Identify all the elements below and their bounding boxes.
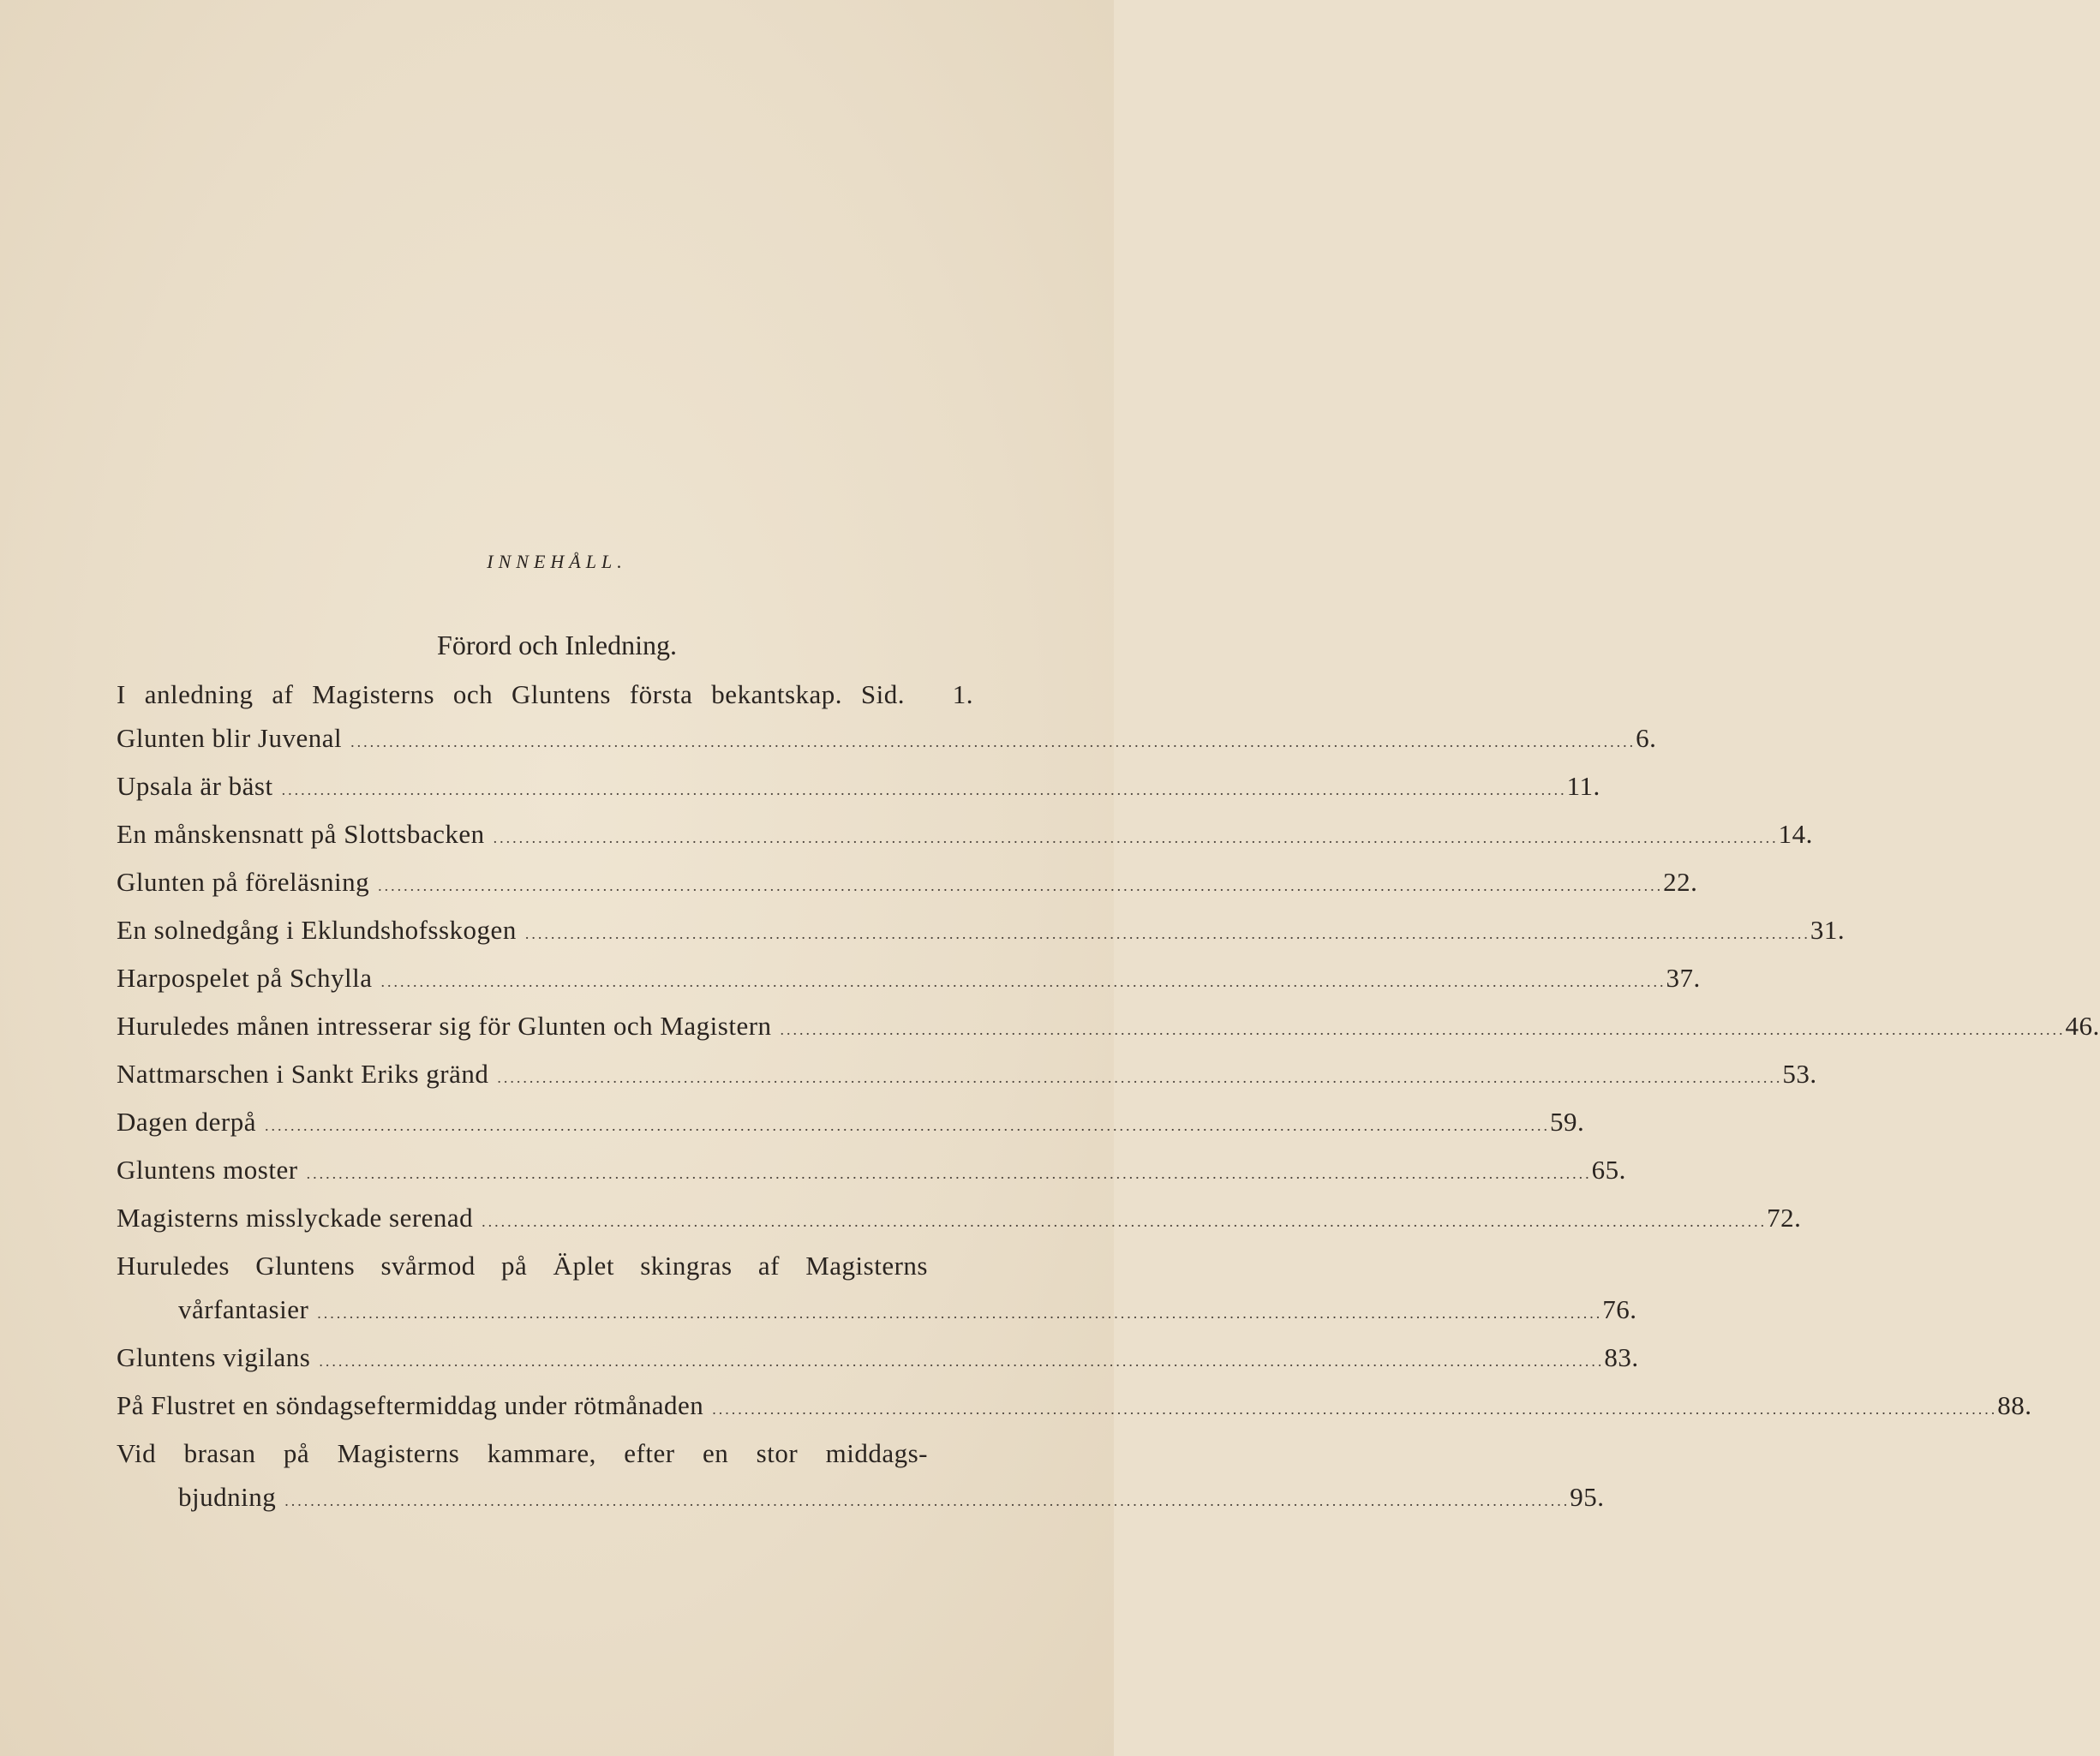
toc-entry: [117, 764, 1600, 812]
dot-leader: ........................................................................................................................................................................................................: [712, 1401, 1998, 1418]
toc-entry-title-continuation: bjudning: [178, 1482, 277, 1512]
toc-entry: [117, 716, 1657, 764]
toc-entry: [117, 1052, 1817, 1100]
dot-leader: ........................................................................................................................................................................................................: [378, 877, 1664, 894]
toc-entry: [117, 1431, 973, 1475]
dot-leader: ........................................................................................................................................................................................................: [497, 1069, 1783, 1086]
table-of-contents: [117, 672, 2100, 1523]
toc-entry-title: Magisterns misslyckade serenad: [117, 1203, 474, 1233]
toc-entry-page: 6.: [1636, 723, 1657, 753]
toc-entry-title: På Flustret en söndagseftermiddag under rötmånaden: [117, 1390, 704, 1420]
toc-entry: [117, 812, 1813, 860]
toc-entry-title: Glunten blir Juvenal: [117, 723, 343, 753]
toc-entry-page: 76.: [1602, 1294, 1637, 1324]
toc-entry-title: Gluntens vigilans: [117, 1342, 311, 1372]
toc-entry: [117, 1004, 2100, 1052]
toc-entry-page: 14.: [1778, 819, 1813, 849]
dot-leader: ........................................................................................................................................................................................................: [281, 781, 1567, 798]
toc-entry-page: 59.: [1550, 1107, 1585, 1137]
toc-entry-title: Gluntens moster: [117, 1155, 298, 1185]
toc-entry-page: 72.: [1767, 1203, 1802, 1233]
toc-entry: [117, 860, 1698, 908]
toc-entry-title: Vid brasan på Magisterns kammare, efter en stor middags-: [117, 1438, 928, 1468]
toc-entry-title: Harpospelet på Schylla: [117, 963, 373, 993]
dot-leader: ........................................................................................................................................................................................................: [265, 1117, 1550, 1134]
toc-entry-page: 53.: [1782, 1059, 1817, 1089]
toc-entry: [117, 1383, 2032, 1431]
toc-entry-title-continuation: vårfantasier: [178, 1294, 309, 1324]
toc-entry: [117, 1100, 1585, 1148]
dot-leader: ........................................................................................................................................................................................................: [319, 1353, 1605, 1370]
toc-entry: [117, 1148, 1626, 1196]
toc-entry-page: 1.: [952, 679, 973, 709]
dot-leader: ........................................................................................................................................................................................................: [482, 1213, 1768, 1230]
toc-entry-page: 95.: [1570, 1482, 1605, 1512]
toc-entry: [117, 908, 1846, 956]
toc-entry-page: 83.: [1604, 1342, 1639, 1372]
dot-leader: ........................................................................................................................................................................................................: [284, 1492, 1571, 1509]
toc-entry-page: 11.: [1566, 771, 1600, 801]
toc-entry: [117, 672, 973, 716]
toc-entry: [117, 1196, 1802, 1244]
toc-entry-title: Upsala är bäst: [117, 771, 273, 801]
dot-leader: ........................................................................................................................................................................................................: [493, 829, 1779, 846]
toc-entry-title: Huruledes Gluntens svårmod på Äplet skingras af Magisterns: [117, 1251, 928, 1281]
toc-entry: [117, 1335, 1639, 1383]
toc-entry-page: 37.: [1666, 963, 1701, 993]
toc-entry: [117, 1244, 973, 1287]
toc-entry: [117, 956, 1701, 1004]
toc-entry-page: 22.: [1663, 867, 1698, 897]
toc-entry-title: Dagen derpå: [117, 1107, 256, 1137]
dot-leader: ........................................................................................................................................................................................................: [780, 1021, 2066, 1038]
toc-entry-title: Huruledes månen intresserar sig för Glunten och Magistern: [117, 1011, 772, 1041]
toc-entry-page: 88.: [1997, 1390, 2032, 1420]
toc-entry-page: 46.: [2065, 1011, 2100, 1041]
toc-entry-title: I anledning af Magisterns och Gluntens första bekantskap. Sid.: [117, 679, 905, 709]
toc-entry-continuation: [117, 1287, 1637, 1335]
toc-entry-page: 31.: [1810, 915, 1846, 945]
toc-entry-continuation: [117, 1475, 1605, 1523]
toc-entry-title: Nattmarschen i Sankt Eriks gränd: [117, 1059, 489, 1089]
dot-leader: ........................................................................................................................................................................................................: [306, 1165, 1592, 1182]
dot-leader: ........................................................................................................................................................................................................: [380, 973, 1666, 990]
toc-entry-title: Glunten på föreläsning: [117, 867, 370, 897]
toc-entry-title: En månskensnatt på Slottsbacken: [117, 819, 485, 849]
toc-entry-title: En solnedgång i Eklundshofsskogen: [117, 915, 517, 945]
dot-leader: ........................................................................................................................................................................................................: [524, 925, 1810, 942]
dot-leader: ........................................................................................................................................................................................................: [317, 1305, 1603, 1322]
dot-leader: ........................................................................................................................................................................................................: [350, 733, 1636, 750]
page-title: INNEHÅLL.: [487, 551, 627, 572]
toc-entry-page: 65.: [1591, 1155, 1626, 1185]
preface-heading: Förord och Inledning.: [437, 630, 677, 660]
